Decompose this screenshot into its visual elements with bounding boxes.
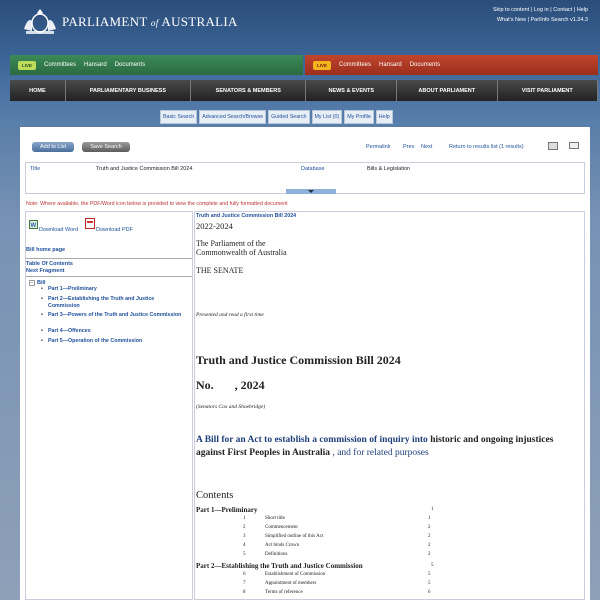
collapse-toggle-icon[interactable]: − [30,280,34,286]
bill-purpose: A Bill for an Act to establish a commission of inquiry into historic and ongoing injustices against First Peoples in Australia , and for related purposes [196,435,554,458]
contents-part-2: Part 2—Establishing the Truth and Justice Commission [196,562,363,570]
download-pdf-link[interactable]: Download PDF [96,227,133,233]
toc-bill-root[interactable]: Bill [37,280,46,286]
whats-new-link[interactable]: What's New [496,17,527,23]
contents-section-title: Definitions [265,552,288,557]
coat-of-arms-logo[interactable] [20,7,60,35]
contents-part-1: Part 1—Preliminary [196,506,258,514]
parliament-years: 2022-2024 [196,221,233,231]
contents-section-title: Appointment of members [265,581,317,586]
save-search-button[interactable]: Save Search [82,142,130,152]
tab-my-profile[interactable]: My Profile [344,110,374,124]
contents-part-1-page: 1 [431,507,434,512]
return-to-results-link[interactable]: Return to results list (1 results) [449,144,524,150]
skip-to-content-link[interactable]: Skip to content [492,7,530,13]
contents-section-title: Simplified outline of this Act [265,534,324,539]
tab-basic-search[interactable]: Basic Search [160,110,197,124]
tab-my-list[interactable]: My List (0) [312,110,343,124]
email-icon[interactable] [569,142,579,149]
expand-metadata-toggle[interactable] [286,189,336,194]
contact-link[interactable]: Contact [553,7,573,13]
contents-section-number: 7 [243,581,246,586]
senate-hansard-link[interactable]: Hansard [379,62,402,68]
nav-about-parliament[interactable]: ABOUT PARLIAMENT [397,80,497,101]
search-tabs [160,110,393,124]
contents-section-number: 5 [243,552,246,557]
house-live-bar [10,55,303,75]
content-panel [20,127,590,600]
contents-section-number: 2 [243,525,246,530]
nav-home[interactable]: HOME [10,80,66,101]
word-document-icon[interactable] [29,220,38,229]
presented-text: Presented and read a first time [196,312,264,318]
toc-item-part-5[interactable]: • Part 5—Operation of the Commission [48,338,183,345]
divider [26,258,192,259]
house-hansard-link[interactable]: Hansard [84,62,107,68]
bill-home-link[interactable]: Bill home page [26,247,66,253]
contents-section-page: 5 [428,572,431,577]
utility-links: Skip to content | Log in | Contact | Help What's New | ParlInfo Search v1.34.3 [492,7,588,23]
database-value: Bills & Legislation [367,166,411,172]
senate-documents-link[interactable]: Documents [409,62,441,68]
contents-section-title: Terms of reference [265,590,303,595]
contents-section-title: Establishment of Commission [265,572,326,577]
nav-senators-members[interactable]: SENATORS & MEMBERS [191,80,306,101]
prev-link[interactable]: Prev [403,144,415,150]
contents-section-number: 8 [243,590,246,595]
nav-parliamentary-business[interactable]: PARLIAMENTARY BUSINESS [66,80,191,101]
parliament-line-1: The Parliament of the [196,239,266,248]
toc-item-part-1[interactable]: • Part 1—Preliminary [48,286,183,293]
title-value: Truth and Justice Commission Bill 2024 [96,166,193,172]
toc-item-part-4[interactable]: • Part 4—Offences [48,328,183,335]
contents-heading: Contents [196,490,234,501]
help-link[interactable]: Help [576,7,588,13]
log-in-link[interactable]: Log in [533,7,549,13]
record-metadata [25,162,585,194]
house-committees-link[interactable]: Committees [44,62,77,68]
site-title[interactable]: PARLIAMENT of AUSTRALIA [62,14,238,29]
next-fragment-link[interactable]: Next Fragment [26,268,65,274]
contents-section-page: 2 [428,534,431,539]
pdf-document-icon[interactable] [85,218,95,229]
svg-text:W: W [30,223,37,229]
senate-committees-link[interactable]: Committees [339,62,372,68]
table-of-contents-link[interactable]: Table Of Contents [26,261,73,267]
contents-part-2-page: 5 [431,563,434,568]
parlinfo-version-link[interactable]: ParlInfo Search v1.34.3 [530,17,588,23]
format-note: Note: Where available, the PDF/Word icon below is provided to view the complete and fully formatted document [26,201,288,207]
divider [26,276,192,277]
contents-section-title: Act binds Crown [265,543,300,548]
tab-help[interactable]: Help [376,110,393,124]
nav-visit-parliament[interactable]: VISIT PARLIAMENT [498,80,598,101]
contents-section-page: 5 [428,581,431,586]
document-title-link[interactable]: Truth and Justice Commission Bill 2024 [196,213,297,219]
contents-section-number: 4 [243,543,246,548]
live-badge[interactable]: LIVE [313,61,331,70]
permalink-link[interactable]: Permalink [366,144,391,150]
bill-sponsors: (Senators Cox and Shoebridge) [196,404,266,410]
contents-section-page: 2 [428,543,431,548]
download-word-link[interactable]: Download Word [39,227,79,233]
title-label: Title [30,166,41,172]
contents-section-title: Short title [265,516,285,521]
contents-section-page: 2 [428,525,431,530]
print-icon[interactable] [548,142,558,150]
bill-title: Truth and Justice Commission Bill 2024 [196,353,401,367]
contents-section-page: 1 [428,516,431,521]
contents-section-title: Commencement [265,525,298,530]
nav-news-events[interactable]: NEWS & EVENTS [306,80,397,101]
parliament-line-2: Commonwealth of Australia [196,248,287,257]
contents-section-number: 1 [243,516,246,521]
tab-advanced-search[interactable]: Advanced Search/Browse [199,110,266,124]
main-nav [10,80,598,101]
contents-section-page: 2 [428,552,431,557]
toc-item-part-3[interactable]: • Part 3—Powers of the Truth and Justice Commission [48,312,183,319]
bill-number: No. , 2024 [196,378,265,392]
bill-document [194,211,585,600]
tab-guided-search[interactable]: Guided Search [268,110,309,124]
next-link[interactable]: Next [421,144,433,150]
database-label: Database [301,166,325,172]
chamber-name: THE SENATE [196,266,244,275]
sidebar [25,211,193,600]
toc-item-part-2[interactable]: • Part 2—Establishing the Truth and Justice Commission [48,296,183,309]
senate-live-bar [305,55,598,75]
contents-section-number: 3 [243,534,246,539]
contents-section-page: 6 [428,590,431,595]
add-to-list-button[interactable]: Add to List [32,142,74,152]
contents-section-number: 6 [243,572,246,577]
live-badge[interactable]: LIVE [18,61,36,70]
house-documents-link[interactable]: Documents [114,62,146,68]
